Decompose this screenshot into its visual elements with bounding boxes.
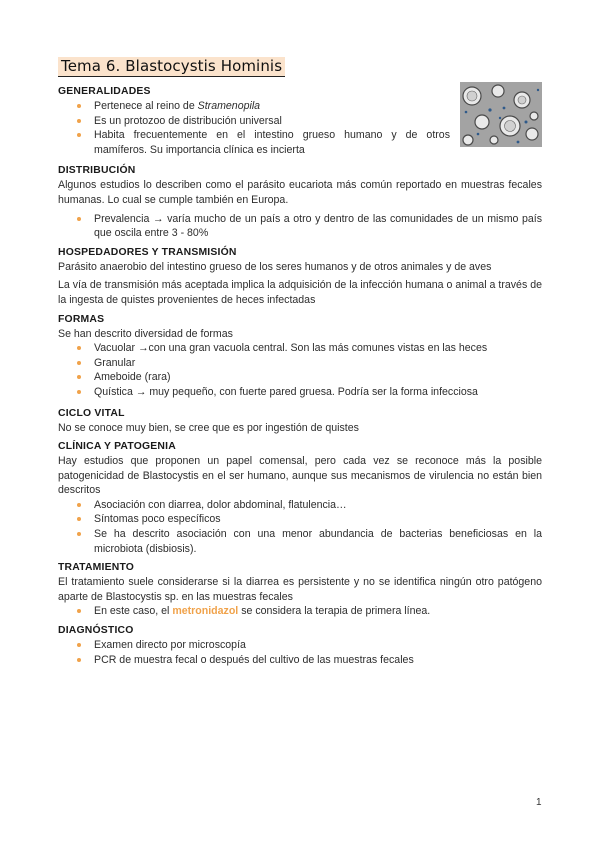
page-number: 1 (536, 797, 542, 808)
paragraph: La vía de transmisión más aceptada implica la adquisición de la infección humana o animal a través de la ingesta de quistes provenientes de heces infectadas (58, 279, 542, 306)
bullet-list (58, 212, 542, 241)
list-item (58, 370, 542, 385)
item-text: Granular (94, 356, 136, 369)
paragraph: No se conoce muy bien, se cree que es por ingestión de quistes (58, 421, 359, 434)
paragraph: Se han descrito diversidad de formas (58, 327, 233, 340)
item-text: Vacuolar →con una gran vacuola central. Son las más comunes vistas en las heces (94, 342, 488, 355)
list-item (58, 356, 542, 371)
item-text: Síntomas poco específicos (94, 513, 221, 526)
paragraph: Hay estudios que proponen un papel comensal, pero cada vez se reconoce más la posible patogenicidad de Blastocystis en el ser humano, aunque sus mecanismos de virulencia no están bien descritos (58, 455, 542, 497)
item-italic-term: Stramenopila (197, 100, 261, 112)
section-heading: DISTRIBUCIÓN (58, 165, 136, 177)
item-text: Pertenece al reino de (94, 100, 198, 112)
bullet-icon (77, 346, 81, 350)
item-text: Asociación con diarrea, dolor abdominal, flatulencia… (94, 498, 347, 511)
section-heading: GENERALIDADES (58, 86, 151, 97)
section-heading: DIAGNÓSTICO (58, 625, 134, 637)
item-text: Examen directo por microscopía (94, 639, 246, 652)
bullet-list (58, 604, 542, 619)
section-diagnostico (58, 623, 542, 667)
bullet-list (58, 498, 542, 556)
bullet-icon (77, 643, 81, 647)
section-clinica (58, 439, 542, 556)
list-item (58, 498, 542, 513)
section-heading: CLÍNICA Y PATOGENIA (58, 441, 176, 453)
list-item (58, 653, 542, 668)
list-item (58, 385, 542, 400)
section-ciclo-vital (58, 406, 542, 436)
bullet-list (58, 341, 542, 399)
list-item (58, 114, 450, 129)
bullet-icon (77, 609, 81, 613)
item-text: Habita frecuentemente en el intestino grueso humano y de otros mamíferos. Su importancia clínica es incierta (94, 129, 450, 156)
bullet-icon (77, 532, 81, 536)
bullet-list (58, 638, 542, 667)
section-distribucion (58, 163, 542, 240)
section-formas (58, 312, 542, 400)
document-body (58, 84, 542, 667)
list-item (58, 604, 542, 619)
title-block (58, 57, 285, 77)
page-title: Tema 6. Blastocystis Hominis (58, 57, 285, 77)
item-text: En este caso, el (94, 605, 173, 618)
list-item (58, 527, 542, 556)
bullet-icon (77, 119, 81, 123)
paragraph: Parásito anaerobio del intestino grueso de los seres humanos y de otros animales y de aves (58, 260, 492, 273)
section-hospedadores (58, 245, 542, 308)
bullet-list (58, 99, 542, 157)
item-text: Quística → muy pequeño, con fuerte pared gruesa. Podría ser la forma infecciosa (94, 385, 478, 398)
item-text: se considera la terapia de primera línea. (238, 605, 431, 618)
item-text: Ameboide (rara) (94, 371, 171, 384)
paragraph: El tratamiento suele considerarse si la diarrea es persistente y no se identifica ningún otro patógeno aparte de Blastocystis sp. en las muestras fecales (58, 576, 542, 603)
list-item (58, 638, 542, 653)
highlighted-term: metronidazol (172, 605, 239, 618)
section-generalidades (58, 84, 542, 157)
list-item (58, 212, 542, 241)
bullet-icon (77, 217, 81, 221)
bullet-icon (77, 361, 81, 365)
bullet-icon (77, 133, 81, 137)
bullet-icon (77, 375, 81, 379)
bullet-icon (77, 104, 81, 108)
list-item (58, 341, 542, 356)
paragraph: Algunos estudios lo describen como el parásito eucariota más común reportado en muestras fecales humanas. Lo cual se cumple también en Europa. (58, 179, 542, 206)
bullet-icon (77, 503, 81, 507)
bullet-icon (77, 390, 81, 394)
list-item (58, 512, 542, 527)
section-heading: HOSPEDADORES Y TRANSMISIÓN (58, 246, 237, 258)
item-text: PCR de muestra fecal o después del cultivo de las muestras fecales (94, 653, 414, 666)
item-text: Es un protozoo de distribución universal (94, 114, 282, 127)
item-text: Prevalencia → varía mucho de un país a otro y dentro de las comunidades de un mismo país que oscila entre 3 - 80% (94, 212, 542, 240)
section-heading: FORMAS (58, 313, 105, 325)
item-text: Se ha descrito asociación con una menor abundancia de bacterias beneficiosas en la microbiota (disbiosis). (94, 528, 542, 555)
section-tratamiento (58, 560, 542, 619)
list-item (58, 99, 450, 114)
section-heading: TRATAMIENTO (58, 562, 135, 574)
bullet-icon (77, 658, 81, 662)
bullet-icon (77, 517, 81, 521)
list-item (58, 128, 450, 157)
section-heading: CICLO VITAL (58, 407, 125, 419)
